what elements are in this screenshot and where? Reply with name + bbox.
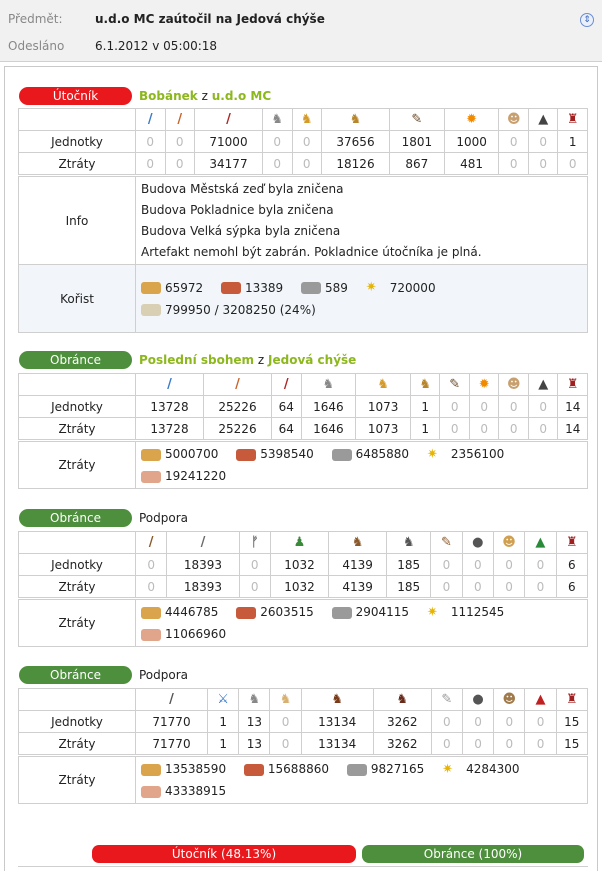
info-line: Artefakt nemohl být zabrán. Pokladnice útočníka je plná. <box>141 245 482 259</box>
settler-icon: ▲ <box>535 691 546 707</box>
chief-icon: ☻ <box>502 691 517 707</box>
defender1-losses-row: Ztráty 13728 25226 64 1646 1073 1 0 0 0 0 14 <box>19 418 588 440</box>
defender1-village-link[interactable]: Jedová chýše <box>268 353 357 367</box>
iron-icon <box>347 764 367 776</box>
axeman-icon: ᚠ <box>250 534 259 550</box>
info-line: Budova Pokladnice byla zničena <box>141 203 334 217</box>
catapult-icon: ✹ <box>478 376 490 392</box>
wood-icon <box>141 607 161 619</box>
teutonic-knight-icon: ♞ <box>419 376 432 392</box>
iron-icon <box>301 282 321 294</box>
sent-row <box>8 36 217 56</box>
iron-icon <box>332 449 352 461</box>
scout-icon: ♞ <box>322 376 335 392</box>
catapult-icon: ✹ <box>466 111 478 127</box>
paladin-icon: ♞ <box>331 691 344 707</box>
scout-icon: ♞ <box>279 691 292 707</box>
sent-time: 6.1.2012 v 05:00:18 <box>95 39 218 53</box>
scout-icon: ♞ <box>271 111 284 127</box>
paladin-icon: ♞ <box>377 376 389 392</box>
settler-icon: ▲ <box>538 376 549 392</box>
ram-icon: ✎ <box>441 691 453 707</box>
collapse-icon[interactable]: ⇕ <box>580 13 594 27</box>
ram-icon: ✎ <box>411 111 423 127</box>
attacker-from: z <box>201 89 208 103</box>
defender3-units-table <box>18 688 588 755</box>
defender2-res-table: Ztráty 4446785 2603515 2904115 ✷ 1112545 11066960 <box>18 599 588 647</box>
total-resources-icon <box>141 471 161 483</box>
iron-icon <box>332 607 352 619</box>
defender3-res-table: Ztráty 13538590 15688860 9827165 ✷ 4284300 43338915 <box>18 756 588 804</box>
teutonic-knight-icon: ♞ <box>349 111 362 127</box>
settler-icon: ▲ <box>535 534 546 550</box>
teutonic-knight-icon: ♞ <box>402 534 415 550</box>
spearman-icon: / <box>200 534 206 550</box>
chief-icon: ☻ <box>506 376 521 392</box>
spearman-icon: / <box>177 111 183 127</box>
ram-icon: ✎ <box>449 376 461 392</box>
spearman-icon: ⚔ <box>217 691 229 707</box>
defender2-units-table <box>18 531 588 598</box>
hero-icon: ♜ <box>566 376 579 392</box>
loot-label: Kořist <box>19 265 136 333</box>
info-label: Info <box>19 177 136 265</box>
crop-icon: ✷ <box>442 761 453 777</box>
attacker-player-link[interactable]: Bobánek <box>139 89 198 103</box>
total-resources-icon <box>141 786 161 798</box>
spearman-icon: / <box>235 376 240 392</box>
clay-icon <box>236 449 256 461</box>
attacker-units-row: Jednotky 0 0 71000 0 0 37656 1801 1000 0 0 1 <box>19 131 588 153</box>
hero-icon: ♜ <box>566 111 579 127</box>
clubswinger-icon: / <box>147 111 153 127</box>
subject-text: u.d.o MC zaútočil na Jedová chýše <box>95 12 325 26</box>
chief-icon: ☻ <box>502 534 516 550</box>
paladin-icon: ♞ <box>300 111 313 127</box>
defender2-units-row: Jednotky 0 18393 0 1032 4139 185 0 0 0 0 6 <box>19 554 588 576</box>
clubswinger-icon: / <box>167 376 172 392</box>
hero-icon: ♜ <box>565 691 578 707</box>
cart-icon <box>141 304 161 316</box>
summary-table-edge <box>18 866 588 871</box>
chief-icon: ☻ <box>506 111 521 127</box>
crop-icon: ✷ <box>365 280 377 295</box>
defender1-res-table: Ztráty 5000700 5398540 6485880 ✷ 2356100 19241220 <box>18 441 588 489</box>
defender1-from: z <box>257 353 265 367</box>
hero-icon: ♜ <box>565 534 578 550</box>
attacker-summary-bar: Útočník (48.13%) <box>92 845 356 863</box>
capacity-row: 799950 / 3208250 (24%) <box>141 299 587 321</box>
defender1-units-table <box>18 373 588 440</box>
scout-icon: ♟ <box>293 534 306 550</box>
report-header <box>0 0 602 62</box>
defender3-losses-row: Ztráty 71770 1 13 0 13134 3262 0 0 0 0 15 <box>19 733 588 755</box>
defender3-title: Podpora <box>139 668 189 682</box>
attacker-role-pill: Útočník <box>19 87 132 105</box>
teutonic-knight-icon: ♞ <box>396 691 409 707</box>
defender-summary-bar: Obránce (100%) <box>362 845 584 863</box>
wood-icon <box>141 449 161 461</box>
ram-icon: ✎ <box>440 534 452 550</box>
defender3-role-pill: Obránce <box>19 666 132 684</box>
attacker-title <box>139 87 271 105</box>
wood-icon <box>141 282 161 294</box>
defender2-title: Podpora <box>139 511 189 525</box>
axeman-icon: / <box>226 111 231 127</box>
attacker-icon-row <box>19 109 588 131</box>
defender2-role-pill: Obránce <box>19 509 132 527</box>
total-resources-icon <box>141 629 161 641</box>
paladin-icon: ♞ <box>351 534 364 550</box>
attacker-losses-row: Ztráty 0 0 34177 0 0 18126 867 481 0 0 0 <box>19 153 588 175</box>
subject-row <box>8 9 325 29</box>
axeman-icon: / <box>283 376 289 392</box>
catapult-icon: ● <box>472 691 484 707</box>
attacker-info-table <box>18 176 588 333</box>
defender2-losses-row: Ztráty 0 18393 0 1032 4139 185 0 0 0 0 6 <box>19 576 588 598</box>
defender1-units-row: Jednotky 13728 25226 64 1646 1073 1 0 0 0 0 14 <box>19 396 588 418</box>
catapult-icon: ● <box>472 534 484 550</box>
attacker-village-link[interactable]: u.d.o MC <box>211 89 272 103</box>
crop-icon: ✷ <box>426 446 438 462</box>
attacker-units-table <box>18 108 588 175</box>
subject-label: Předmět: <box>8 12 63 26</box>
wood-icon <box>141 764 161 776</box>
defender1-player-link[interactable]: Poslední sbohem <box>139 353 255 367</box>
defender1-role-pill: Obránce <box>19 351 132 369</box>
sent-label: Odesláno <box>8 39 65 53</box>
clay-icon <box>244 764 264 776</box>
defender3-units-row: Jednotky 71770 1 13 0 13134 3262 0 0 0 0 15 <box>19 711 588 733</box>
settler-icon: ▲ <box>538 111 549 127</box>
clay-icon <box>236 607 256 619</box>
crop-icon: ✷ <box>426 604 438 620</box>
defender1-title <box>139 351 356 369</box>
info-line: Budova Městská zeď byla zničena <box>141 182 344 196</box>
info-line: Budova Velká sýpka byla zničena <box>141 224 341 238</box>
clay-icon <box>221 282 241 294</box>
clubswinger-icon: / <box>169 691 174 707</box>
axeman-icon: ♞ <box>248 691 261 707</box>
loot-row: 65972 13389 589 ✷ 720000 <box>141 277 587 299</box>
clubswinger-icon: / <box>148 534 154 550</box>
